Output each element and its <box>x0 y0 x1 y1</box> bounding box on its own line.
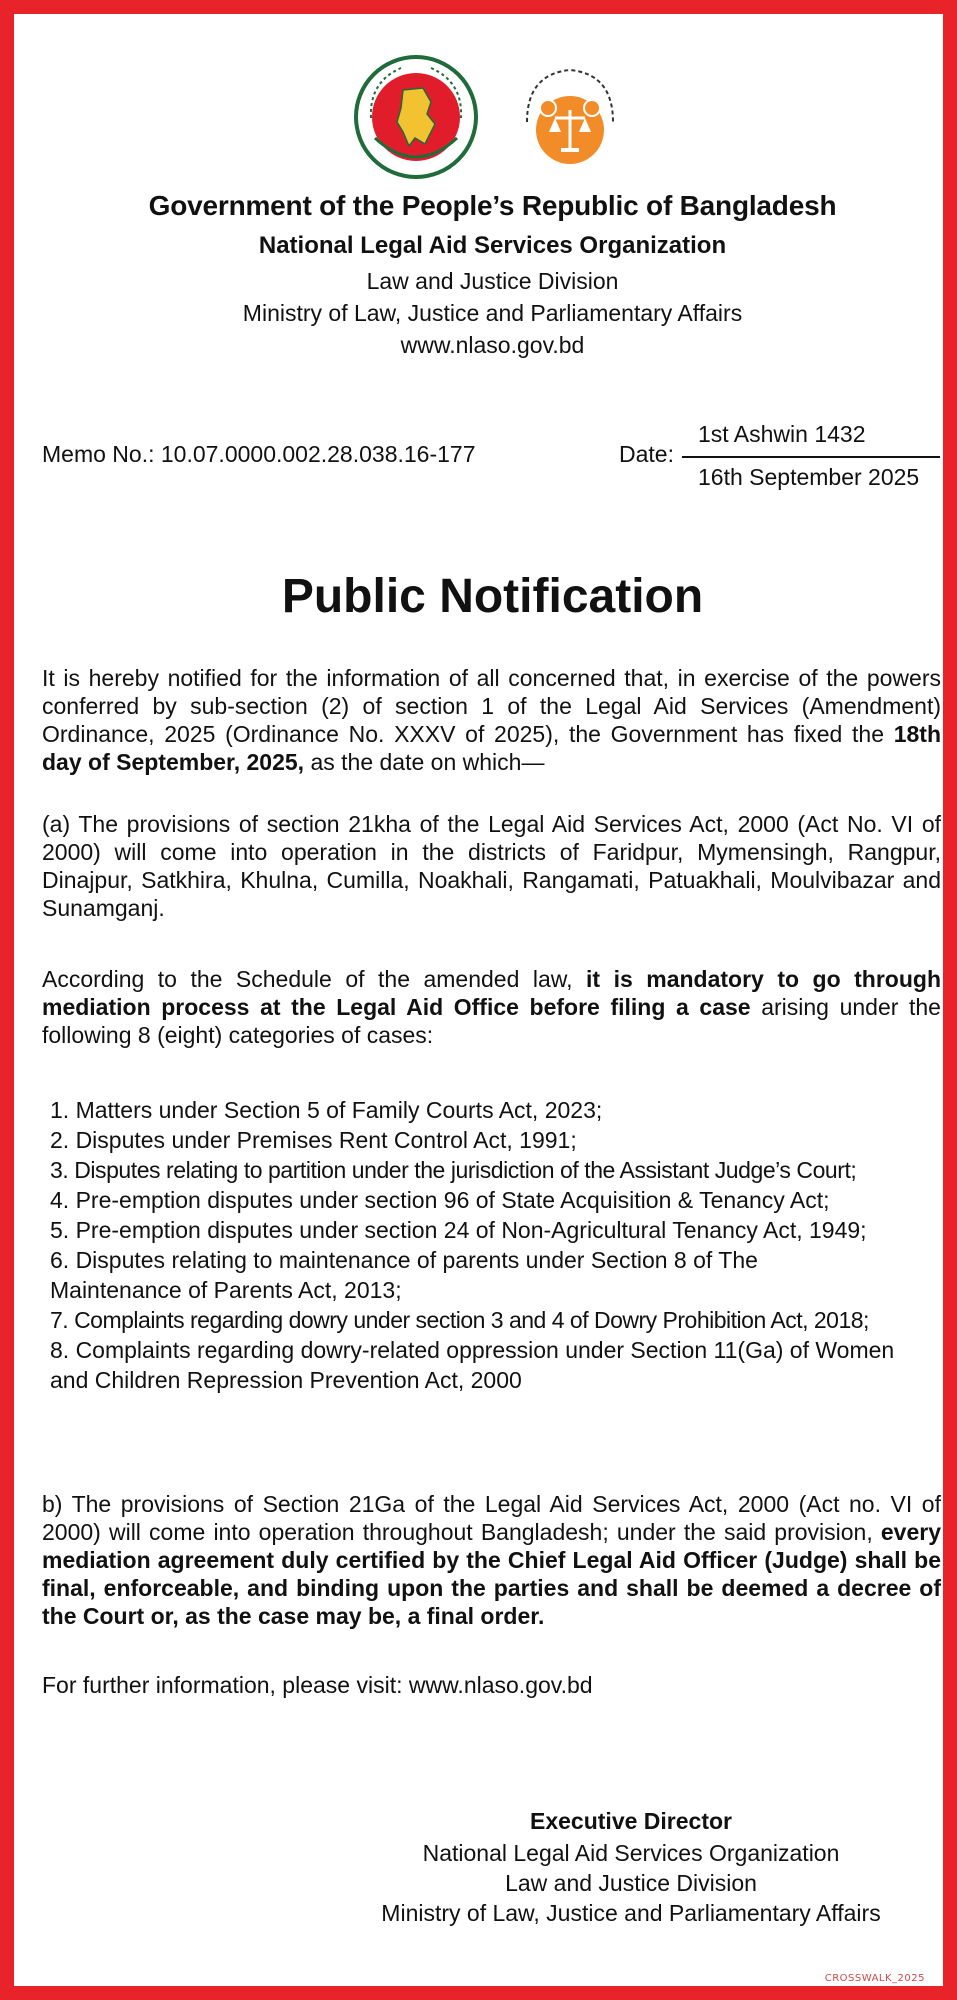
government-heading: Government of the People’s Republic of Bangladesh <box>148 190 837 221</box>
paragraph-a: (a) The provisions of section 21kha of the Legal Aid Services Act, 2000 (Act No. VI of 2000) will come into operation in the districts of Faridpur, Mymensingh, Rangpur, Dinajpur, Satkhira, Khulna, Cumilla, Noakhali, Rangamati, Patuakhali, Moulvibazar and Sunamganj. <box>42 811 941 921</box>
memo-label: Memo No.: <box>42 441 155 467</box>
schedule-paragraph <box>42 965 941 1049</box>
memo-number <box>42 441 476 468</box>
date-bangla: 1st Ashwin 1432 <box>698 421 866 447</box>
list-item: 3. Disputes relating to partition under the jurisdiction of the Assistant Judge’s Court; <box>50 1157 857 1183</box>
signature-org: National Legal Aid Services Organization <box>422 1840 840 1866</box>
schedule-text-end: arising under the following 8 (eight) categories of cases: <box>42 994 941 1048</box>
notice-title: Public Notification <box>281 570 704 623</box>
date-english: 16th September 2025 <box>698 464 920 490</box>
intro-text-end: as the date on which— <box>304 749 545 775</box>
date-divider <box>682 456 940 458</box>
list-item: 7. Complaints regarding dowry under section 3 and 4 of Dowry Prohibition Act, 2018; <box>50 1307 869 1333</box>
paragraph-b-text: b) The provisions of Section 21Ga of the Legal Aid Services Act, 2000 (Act no. VI of 2000) will come into operation throughout Bangladesh; under the said provision, <box>42 1491 941 1545</box>
logo-row <box>14 52 957 182</box>
signature-division: Law and Justice Division <box>505 1870 757 1896</box>
date-label: Date: <box>619 441 674 467</box>
paragraph-b <box>42 1490 941 1630</box>
signature-title: Executive Director <box>530 1808 732 1834</box>
nlaso-logo <box>505 52 635 182</box>
list-item: 2. Disputes under Premises Rent Control Act, 1991; <box>50 1127 577 1153</box>
schedule-text: According to the Schedule of the amended law, <box>42 966 587 992</box>
division-heading: Law and Justice Division <box>366 268 619 294</box>
paragraph-b-bold: every mediation agreement duly certified by the Chief Legal Aid Officer (Judge) shall be final, enforceable, and binding upon the parties and shall be deemed a decree of the Court or, as the case may be, a final order. <box>42 1519 941 1629</box>
intro-text: It is hereby notified for the information of all concerned that, in exercise of the powers conferred by sub-section (2) of section 1 of the Legal Aid Services (Amendment) Ordinance, 2025 (Ordinance No. XXXV of 2025), the Government has fixed the <box>42 665 941 747</box>
list-item: 5. Pre-emption disputes under section 24 of Non-Agricultural Tenancy Act, 1949; <box>50 1217 867 1243</box>
list-item: 6. Disputes relating to maintenance of parents under Section 8 of The Maintenance of Parents Act, 2013; <box>50 1247 758 1303</box>
memo-value: 10.07.0000.002.28.038.16-177 <box>160 441 476 467</box>
further-info: For further information, please visit: www.nlaso.gov.bd <box>42 1672 593 1698</box>
list-item: 8. Complaints regarding dowry-related oppression under Section 11(Ga) of Women and Children Repression Prevention Act, 2000 <box>50 1337 895 1393</box>
intro-paragraph <box>42 664 941 776</box>
watermark: CROSSWALK_2025 <box>824 1973 925 1984</box>
list-item: 4. Pre-emption disputes under section 96 of State Acquisition & Tenancy Act; <box>50 1187 830 1213</box>
organization-heading: National Legal Aid Services Organization <box>258 232 727 259</box>
list-item: 1. Matters under Section 5 of Family Courts Act, 2023; <box>50 1097 603 1123</box>
categories-list <box>50 1095 945 1395</box>
government-seal-logo <box>351 52 481 182</box>
ministry-heading: Ministry of Law, Justice and Parliamentary Affairs <box>242 300 743 326</box>
website-heading: www.nlaso.gov.bd <box>400 332 585 358</box>
intro-date-bold: 18th day of September, 2025, <box>42 721 941 775</box>
signature-ministry: Ministry of Law, Justice and Parliamentary Affairs <box>381 1900 881 1926</box>
schedule-bold: it is mandatory to go through mediation process at the Legal Aid Office before filing a case <box>42 966 942 1020</box>
